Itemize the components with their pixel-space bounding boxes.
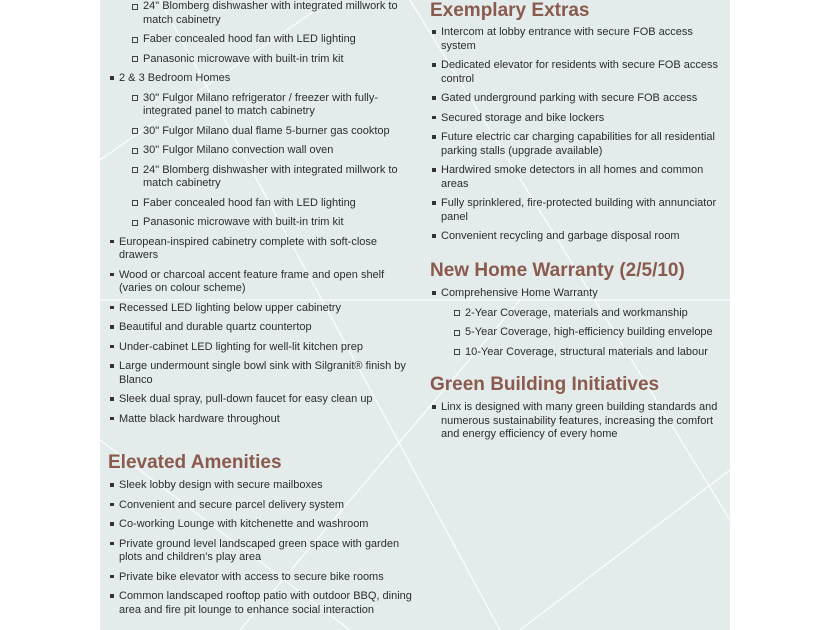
- list-item: Private bike elevator with access to secure bike rooms: [108, 571, 418, 585]
- list-item: 24" Blomberg dishwasher with integrated millwork to match cabinetry: [108, 0, 418, 27]
- list-item: Future electric car charging capabilities for all residential parking stalls (upgrade available): [430, 131, 730, 158]
- list-item: 30" Fulgor Milano refrigerator / freezer with fully-integrated panel to match cabinetry: [108, 92, 418, 119]
- list-item: Faber concealed hood fan with LED lighting: [108, 33, 418, 47]
- bedroom-homes-label: 2 & 3 Bedroom Homes: [108, 72, 418, 86]
- warranty-list: [430, 287, 730, 359]
- studio-appliance-list: [108, 0, 418, 426]
- list-item: 24" Blomberg dishwasher with integrated millwork to match cabinetry: [108, 164, 418, 191]
- list-item: Sleek dual spray, pull-down faucet for easy clean up: [108, 393, 418, 407]
- list-item: European-inspired cabinetry complete with soft-close drawers: [108, 236, 418, 263]
- list-item: Beautiful and durable quartz countertop: [108, 321, 418, 335]
- green-heading: Green Building Initiatives: [430, 374, 660, 395]
- list-item: 2-Year Coverage, materials and workmanship: [430, 307, 730, 321]
- list-item: 5-Year Coverage, high-efficiency building envelope: [430, 326, 730, 340]
- list-item: Gated underground parking with secure FOB access: [430, 92, 730, 106]
- list-item: Dedicated elevator for residents with secure FOB access control: [430, 59, 730, 86]
- list-item: Linx is designed with many green building standards and numerous sustainability features, increasing the comfort and energy efficiency of every home: [430, 401, 730, 442]
- warranty-heading: New Home Warranty (2/5/10): [430, 260, 685, 281]
- amenities-list: [108, 479, 418, 617]
- list-item: Sleek lobby design with secure mailboxes: [108, 479, 418, 493]
- list-item: Co-working Lounge with kitchenette and washroom: [108, 518, 418, 532]
- list-item: Fully sprinklered, fire-protected building with annunciator panel: [430, 197, 730, 224]
- amenities-heading: Elevated Amenities: [108, 452, 282, 473]
- list-item: Private ground level landscaped green space with garden plots and children's play area: [108, 538, 418, 565]
- list-item: Large undermount single bowl sink with Silgranit® finish by Blanco: [108, 360, 418, 387]
- green-list: [430, 401, 730, 442]
- list-item: Convenient and secure parcel delivery system: [108, 499, 418, 513]
- list-item: 30" Fulgor Milano dual flame 5-burner gas cooktop: [108, 125, 418, 139]
- list-item: Hardwired smoke detectors in all homes and common areas: [430, 164, 730, 191]
- list-item: Secured storage and bike lockers: [430, 112, 730, 126]
- list-item: 30" Fulgor Milano convection wall oven: [108, 144, 418, 158]
- list-item: Faber concealed hood fan with LED lighting: [108, 197, 418, 211]
- list-item: Recessed LED lighting below upper cabinetry: [108, 302, 418, 316]
- list-item: Common landscaped rooftop patio with outdoor BBQ, dining area and fire pit lounge to enhance social interaction: [108, 590, 418, 617]
- list-item: Matte black hardware throughout: [108, 413, 418, 427]
- list-item: Panasonic microwave with built-in trim kit: [108, 53, 418, 67]
- list-item: Wood or charcoal accent feature frame and open shelf (varies on colour scheme): [108, 269, 418, 296]
- list-item: Panasonic microwave with built-in trim kit: [108, 216, 418, 230]
- extras-list: [430, 26, 730, 244]
- list-item: 10-Year Coverage, structural materials and labour: [430, 346, 730, 360]
- list-item: Under-cabinet LED lighting for well-lit kitchen prep: [108, 341, 418, 355]
- brochure-page: [100, 0, 730, 630]
- extras-heading: Exemplary Extras: [430, 0, 590, 21]
- list-item: Convenient recycling and garbage disposal room: [430, 230, 730, 244]
- warranty-label: Comprehensive Home Warranty: [430, 287, 730, 301]
- list-item: Intercom at lobby entrance with secure FOB access system: [430, 26, 730, 53]
